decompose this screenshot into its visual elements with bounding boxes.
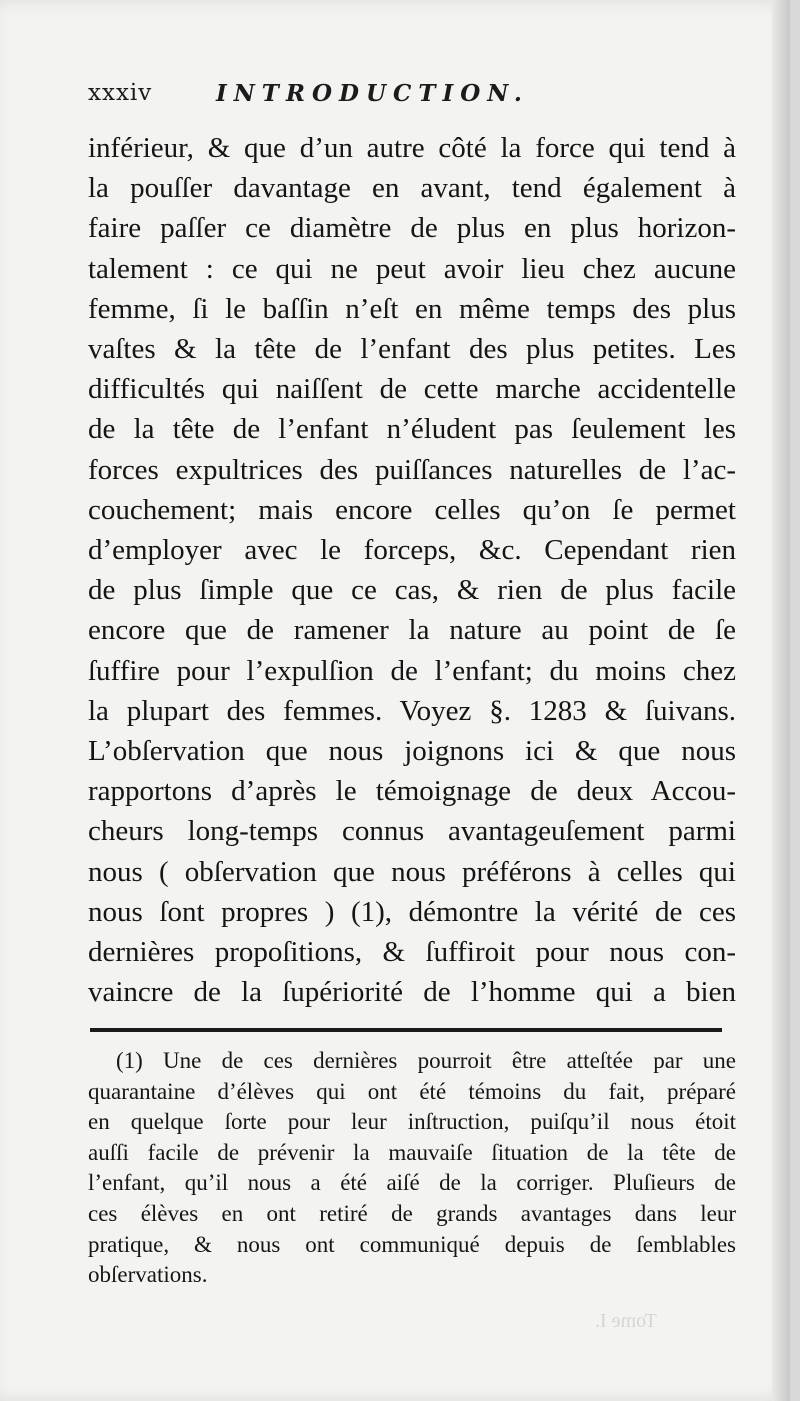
text-line: L’obſervation que nous joignons ici & que nous (88, 735, 736, 768)
footnote-line: quarantaine d’élèves qui ont été témoins du fait, préparé (88, 1078, 736, 1104)
text-line: forces expultrices des puiſſances naturelles de l’ac- (88, 453, 736, 486)
page-spine-shadow (772, 0, 790, 1401)
main-text (88, 128, 736, 1012)
text-line: talement : ce qui ne peut avoir lieu chez aucune (88, 252, 736, 285)
footnote-line: obſervations. (88, 1262, 208, 1288)
footnote-line: (1) Une de ces dernières pourroit être atteſtée par une (116, 1048, 736, 1073)
text-line: faire paſſer ce diamètre de plus en plus horizon- (88, 212, 736, 245)
text-line: de la tête de l’enfant n’éludent pas ſeulement les (88, 413, 736, 446)
footnote-line: auſſi facile de prévenir la mauvaiſe ſituation de la tête de (88, 1139, 736, 1165)
text-line: de plus ſimple que ce cas, & rien de plus facile (88, 574, 736, 607)
footnote-line: en quelque ſorte pour leur inſtruction, puiſqu’il nous étoit (88, 1109, 736, 1135)
text-line: difficultés qui naiſſent de cette marche accidentelle (88, 373, 736, 406)
page-number: xxxiv (88, 80, 153, 106)
footnote-line: l’enfant, qu’il nous a été aiſé de la corriger. Pluſieurs de (88, 1170, 736, 1196)
text-line: ſuffire pour l’expulſion de l’enfant; du moins chez (88, 654, 736, 687)
text-line: vaincre de la ſupériorité de l’homme qui a bien (88, 976, 736, 1009)
text-line: d’employer avec le forceps, &c. Cependant rien (88, 534, 736, 567)
text-line: la pouſſer davantage en avant, tend également à (88, 172, 736, 205)
text-line: encore que de ramener la nature au point de ſe (88, 614, 736, 647)
text-line: nous ( obſervation que nous préférons à celles qui (88, 855, 736, 888)
text-line: inférieur, & que d’un autre côté la force qui tend à (88, 132, 736, 164)
text-line: vaſtes & la tête de l’enfant des plus petites. Les (88, 333, 736, 366)
text-line: nous ſont propres ) (1), démontre la vérité de ces (88, 895, 736, 928)
running-title: INTRODUCTION. (216, 80, 529, 107)
text-line: rapportons d’après le témoignage de deux Accou- (88, 775, 736, 808)
footnote-line: pratique, & nous ont communiqué depuis de ſemblables (88, 1231, 736, 1257)
footnote-rule (90, 1028, 722, 1032)
footnote (88, 1046, 736, 1291)
running-header (88, 80, 748, 120)
footnote-line: ces élèves en ont retiré de grands avantages dans leur (88, 1200, 736, 1226)
text-line: cheurs long-temps connus avantageuſement parmi (88, 815, 736, 848)
text-line: femme, ſi le baſſin n’eſt en même temps des plus (88, 292, 736, 325)
text-line: la plupart des femmes. Voyez §. 1283 & ſuivans. (88, 694, 736, 727)
text-line: couchement; mais encore celles qu’on ſe permet (88, 493, 736, 526)
bleed-through-text: Tome I. (595, 1310, 657, 1332)
text-line: dernières propoſitions, & ſuffiroit pour nous con- (88, 936, 736, 969)
